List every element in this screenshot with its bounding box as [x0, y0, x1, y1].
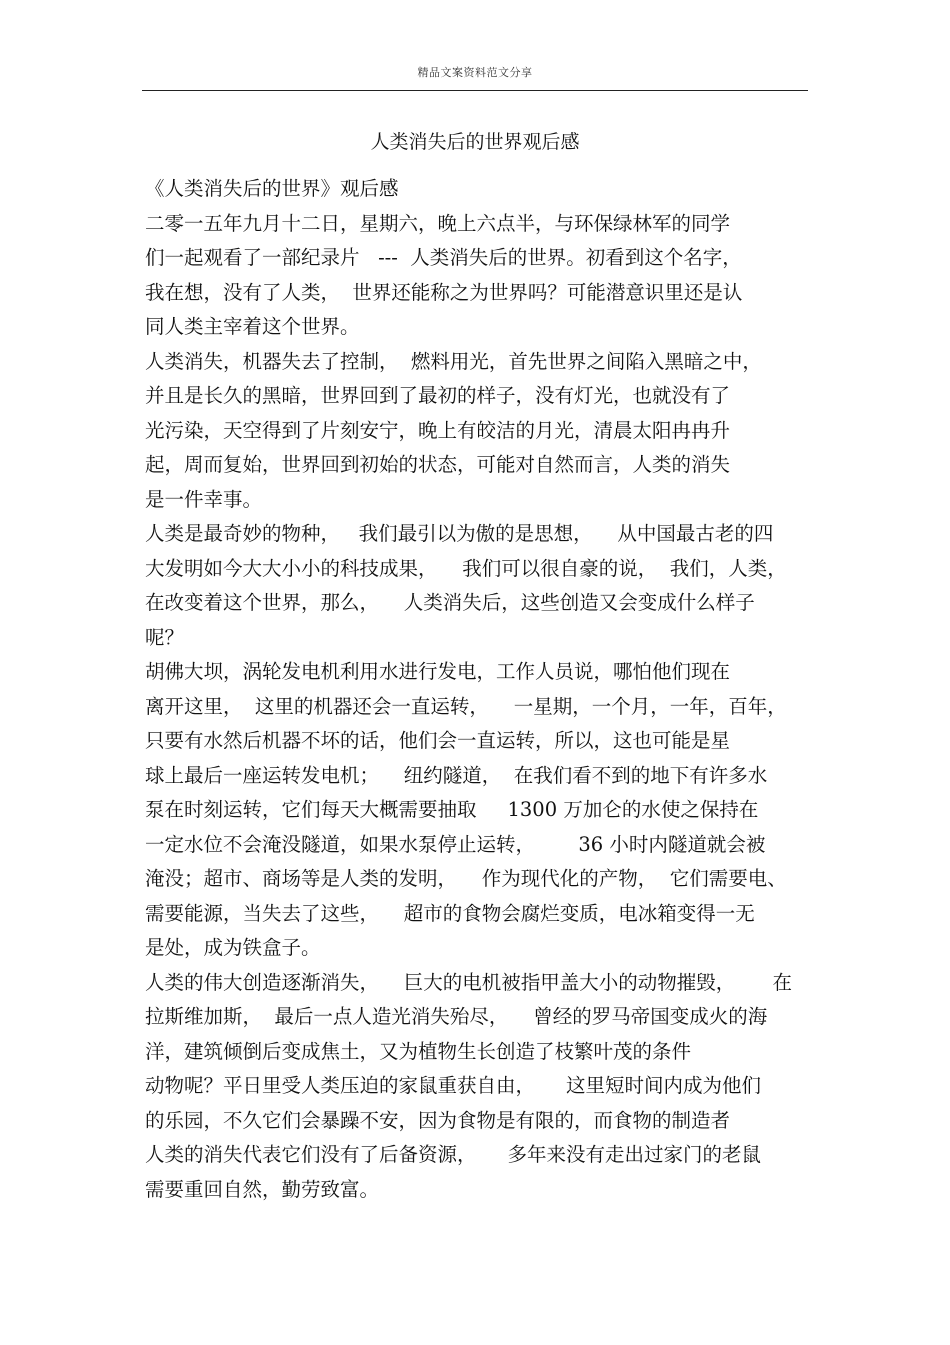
- header-divider: [142, 90, 808, 91]
- body-line: 的乐园，不久它们会暴躁不安，因为食物是有限的，而食物的制造者: [145, 1108, 731, 1132]
- body-line: 淹没；超市、商场等是人类的发明， 作为现代化的产物， 它们需要电、: [145, 867, 787, 890]
- document-title: 人类消失后的世界观后感: [370, 131, 580, 153]
- body-line: 是一件幸事。: [145, 487, 263, 511]
- body-line: 拉斯维加斯， 最后一点人造光消失殆尽， 曾经的罗马帝国变成火的海: [145, 1005, 768, 1028]
- document-body: [145, 172, 825, 1207]
- body-line: 起，周而复始，世界回到初始的状态，可能对自然而言，人类的消失: [145, 453, 731, 476]
- body-line: 洋，建筑倾倒后变成焦土，又为植物生长创造了枝繁叶茂的条件: [145, 1039, 692, 1063]
- body-line: 球上最后一座运转发电机； 纽约隧道， 在我们看不到的地下有许多水: [145, 763, 768, 787]
- body-line: 是处，成为铁盒子。: [145, 936, 321, 959]
- body-line: 需要能源，当失去了这些， 超市的食物会腐烂变质，电冰箱变得一无: [145, 901, 755, 925]
- body-line: 人类的消失代表它们没有了后备资源， 多年来没有走出过家门的老鼠: [145, 1143, 761, 1166]
- body-line: 光污染，天空得到了片刻安宁，晚上有皎洁的月光，清晨太阳冉冉升: [145, 418, 731, 442]
- body-line: 动物呢？平日里受人类压迫的家鼠重获自由， 这里短时间内成为他们: [145, 1074, 761, 1097]
- body-line: 我在想，没有了人类， 世界还能称之为世界吗？可能潜意识里还是认: [145, 280, 743, 304]
- body-line: 《人类消失后的世界》观后感: [145, 177, 399, 200]
- body-line: 在改变着这个世界，那么， 人类消失后，这些创造又会变成什么样子: [145, 591, 755, 614]
- body-line: 需要重回自然，勤劳致富。: [145, 1177, 380, 1201]
- body-line: 只要有水然后机器不坏的话，他们会一直运转，所以，这也可能是星: [145, 729, 731, 752]
- body-line: 呢？: [145, 625, 185, 649]
- body-line: 人类消失，机器失去了控制， 燃料用光，首先世界之间陷入黑暗之中，: [145, 349, 762, 373]
- body-line: 离开这里， 这里的机器还会一直运转， 一星期，一个月，一年，百年，: [145, 694, 787, 718]
- body-line: 胡佛大坝，涡轮发电机利用水进行发电，工作人员说，哪怕他们现在: [145, 660, 731, 683]
- body-line: 二零一五年九月十二日，星期六，晚上六点半，与环保绿林军的同学: [145, 211, 731, 235]
- body-line: 一定水位不会淹没隧道，如果水泵停止运转， 36 小时内隧道就会被: [145, 832, 766, 856]
- body-line: 大发明如今大大小小的科技成果， 我们可以很自豪的说， 我们，人类，: [145, 556, 787, 580]
- body-line: 泵在时刻运转，它们每天大概需要抽取 1300 万加仑的水使之保持在: [145, 798, 759, 821]
- body-line: 人类的伟大创造逐渐消失， 巨大的电机被指甲盖大小的动物摧毁， 在: [145, 970, 792, 994]
- page-header: 精品文案资料范文分享: [417, 66, 533, 79]
- body-line: 并且是长久的黑暗，世界回到了最初的样子，没有灯光，也就没有了: [145, 384, 731, 407]
- body-line: 人类是最奇妙的物种， 我们最引以为傲的是思想， 从中国最古老的四: [145, 522, 774, 545]
- body-line: 同人类主宰着这个世界。: [145, 315, 360, 338]
- body-line: 们一起观看了一部纪录片 --- 人类消失后的世界。初看到这个名字，: [145, 246, 742, 269]
